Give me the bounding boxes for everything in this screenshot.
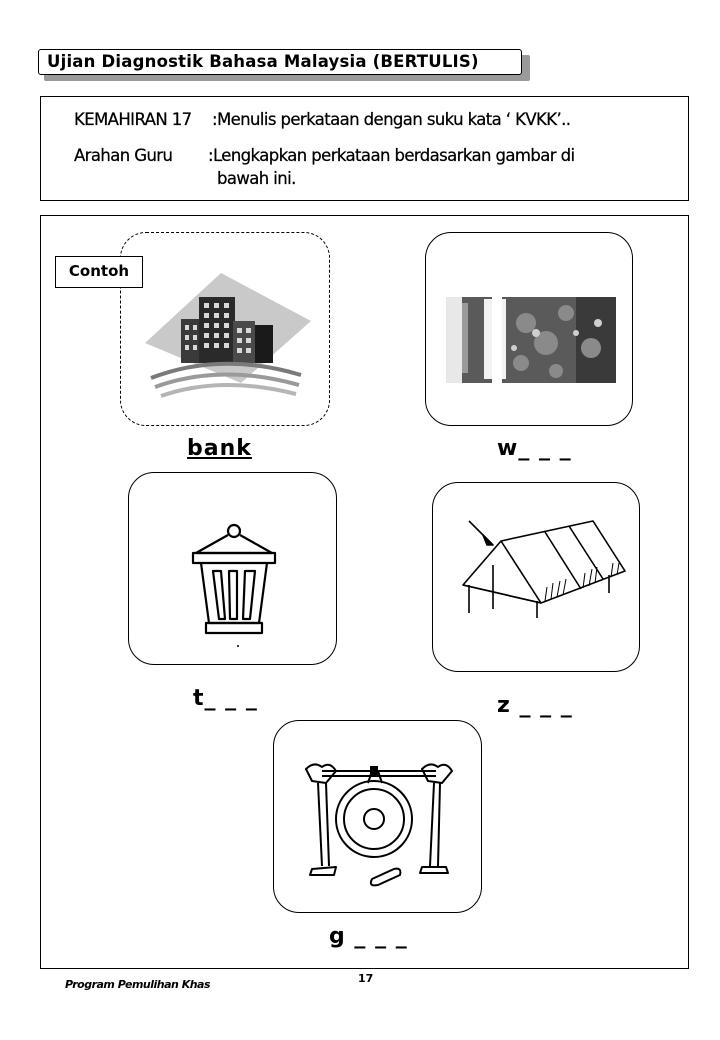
exercise-word-2: t_ _ _ [193,686,258,711]
example-label: Contoh [55,256,143,288]
skill-text: :Menulis perkataan dengan suku kata ‘ KVKK’.. [212,110,571,129]
exercise-word-1: w_ _ _ [497,436,572,461]
zinc-roof-icon [433,483,641,673]
page-number: 17 [358,972,374,985]
example-card [120,232,330,426]
skill-label: KEMAHIRAN 17 [74,110,192,129]
exercise-word-4: g _ _ _ [329,924,408,949]
picture-card-roof [432,482,640,672]
gong-icon [274,721,483,914]
picture-card-lantern [128,472,337,665]
picture-card-gong [273,720,482,913]
page-title: Ujian Diagnostik Bahasa Malaysia (BERTULIS) [38,49,522,75]
teacher-label: Arahan Guru [74,146,173,165]
waterfall-photo [426,233,634,427]
teacher-text-line-2: bawah ini. [217,169,296,188]
bank-building-icon [121,233,331,427]
footer-program: Program Pemulihan Khas [65,978,211,991]
teacher-text-line-1: :Lengkapkan perkataan berdasarkan gambar di [208,146,575,165]
example-word: bank [187,436,252,461]
exercise-word-3: z _ _ _ [497,693,573,718]
lantern-icon [129,473,338,666]
picture-card-waterfall [425,232,633,426]
